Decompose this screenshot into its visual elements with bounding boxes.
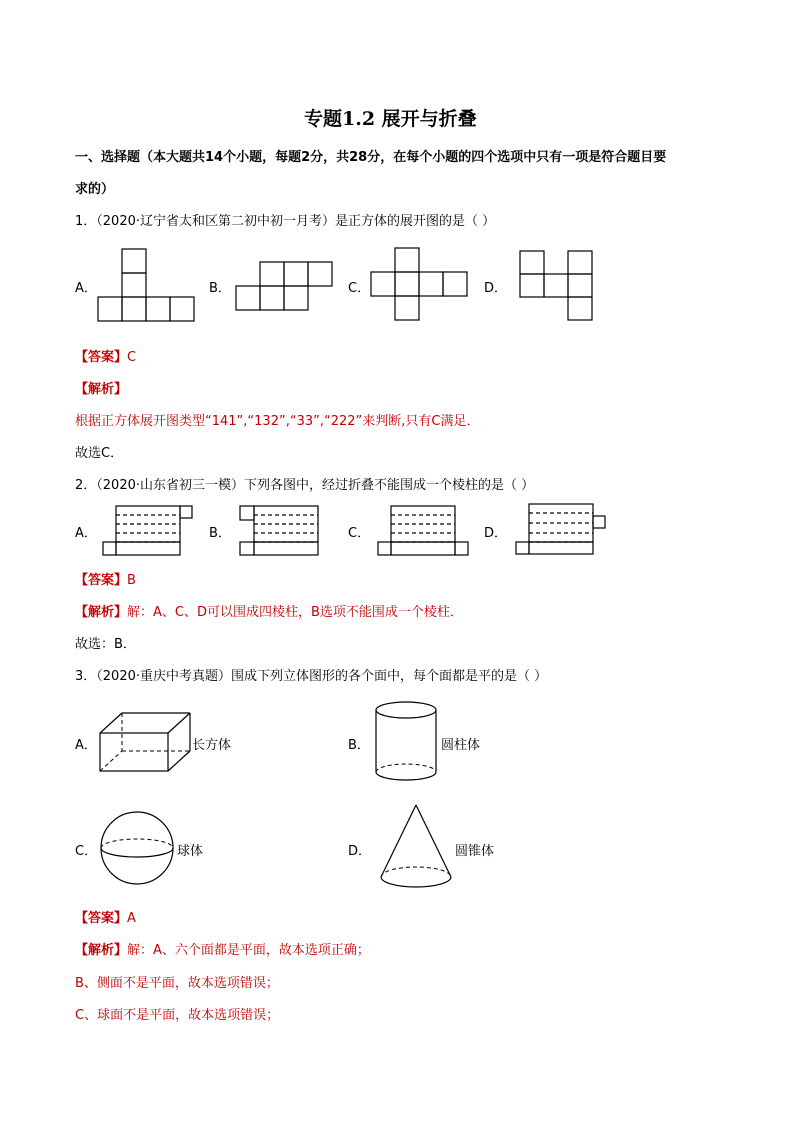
q1-analysis-tag: 【解析】 bbox=[75, 382, 128, 397]
cuboid-figure bbox=[98, 711, 194, 775]
analysis-tag: 【解析】 bbox=[75, 605, 128, 620]
q1-option-b-label: B． bbox=[209, 281, 231, 296]
section-heading-line2: 求的） bbox=[75, 182, 115, 197]
page-title: 专题1.2 展开与折叠 bbox=[304, 108, 477, 130]
q2-option-d-label: D． bbox=[484, 526, 508, 541]
q2-net-c bbox=[377, 502, 471, 558]
q3-shape-c-label: 球体 bbox=[177, 844, 204, 859]
q3-shape-b-label: 圆柱体 bbox=[441, 738, 481, 753]
answer-value: A bbox=[127, 911, 136, 926]
q3-option-b-label: B． bbox=[348, 738, 370, 753]
q3-analysis bbox=[75, 939, 370, 958]
answer-tag: 【答案】 bbox=[75, 573, 128, 588]
q3-stem: 3．（2020·重庆中考真题）围成下列立体图形的各个面中，每个面都是平的是（ ） bbox=[75, 669, 548, 684]
q1-analysis: 根据正方体展开图类型“141”,“132”,“33”,“222”来判断,只有C满足． bbox=[75, 414, 480, 429]
q3-option-d-label: D． bbox=[348, 844, 372, 859]
q3-shape-d-label: 圆锥体 bbox=[455, 844, 495, 859]
q2-answer bbox=[75, 569, 136, 588]
answer-tag: 【答案】 bbox=[75, 350, 128, 365]
analysis-text: 解：A、C、D可以围成四棱柱，B选项不能围成一个棱柱． bbox=[127, 605, 463, 620]
cylinder-figure bbox=[373, 700, 439, 784]
q1-conclusion: 故选C． bbox=[75, 446, 124, 461]
q3-analysis-text-3: C、球面不是平面，故本选项错误； bbox=[75, 1008, 280, 1023]
q2-option-b-label: B． bbox=[209, 526, 231, 541]
q1-net-a bbox=[97, 247, 197, 325]
section-heading-line1: 一、选择题（本大题共14个小题，每题2分，共28分，在每个小题的四个选项中只有一项是符合题目要 bbox=[75, 150, 667, 165]
q1-net-c bbox=[370, 247, 470, 323]
answer-tag: 【答案】 bbox=[75, 911, 128, 926]
q1-net-b bbox=[235, 261, 335, 313]
q1-option-a-label: A． bbox=[75, 281, 97, 296]
sphere-figure bbox=[99, 810, 175, 886]
answer-value: C bbox=[127, 350, 137, 365]
q2-option-c-label: C． bbox=[348, 526, 371, 541]
q2-net-b bbox=[239, 502, 323, 558]
answer-value: B bbox=[127, 573, 136, 588]
q3-option-a-label: A． bbox=[75, 738, 97, 753]
q2-net-a bbox=[102, 502, 194, 558]
q2-conclusion: 故选：B． bbox=[75, 637, 136, 652]
q1-answer bbox=[75, 346, 136, 365]
q1-option-c-label: C． bbox=[348, 281, 371, 296]
q3-answer bbox=[75, 907, 136, 926]
analysis-tag: 【解析】 bbox=[75, 943, 128, 958]
cone-figure bbox=[379, 803, 453, 891]
q3-analysis-text-2: B、侧面不是平面，故本选项错误； bbox=[75, 976, 279, 991]
analysis-text-1: 解：A、六个面都是平面，故本选项正确； bbox=[127, 943, 370, 958]
q2-analysis bbox=[75, 601, 463, 620]
q2-net-d bbox=[515, 500, 609, 558]
q1-stem: 1．（2020·辽宁省太和区第二初中初一月考）是正方体的展开图的是（ ） bbox=[75, 214, 496, 229]
q3-option-c-label: C． bbox=[75, 844, 98, 859]
q1-net-d bbox=[519, 250, 595, 322]
q3-shape-a-label: 长方体 bbox=[192, 738, 232, 753]
q2-option-a-label: A． bbox=[75, 526, 97, 541]
q2-stem: 2．（2020·山东省初三一模）下列各图中，经过折叠不能围成一个棱柱的是（ ） bbox=[75, 478, 535, 493]
q1-option-d-label: D． bbox=[484, 281, 508, 296]
